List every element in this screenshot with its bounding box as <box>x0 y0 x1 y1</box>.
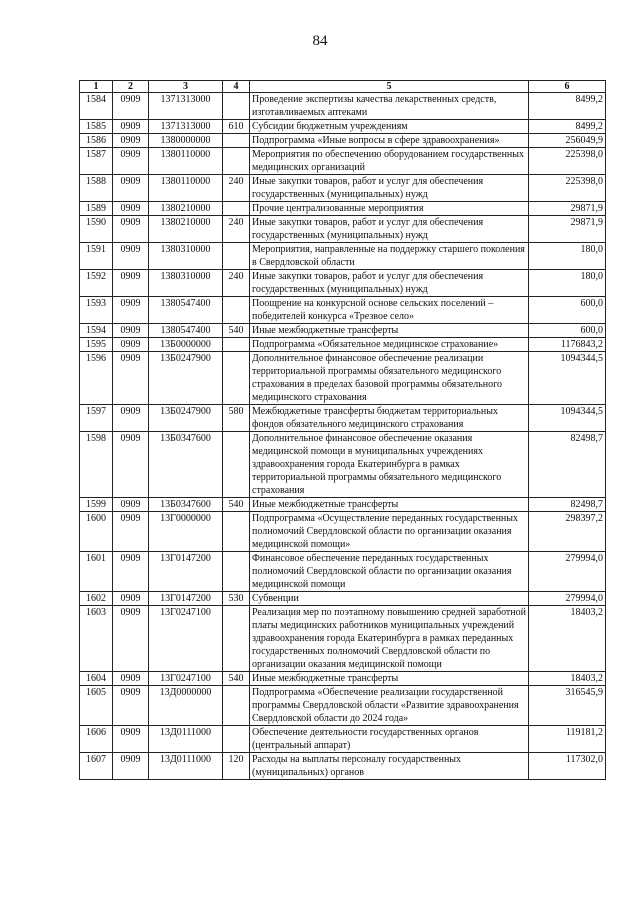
table-row <box>80 297 606 324</box>
table-row <box>80 93 606 120</box>
target-code: 13Б0347600 <box>149 432 223 498</box>
item-name: Реализация мер по поэтапному повышению средней заработной платы медицинских работников муниципальных учреждений здравоохранения города Екатеринбурга в рамках переданных государственных полномочий Свердловской области по организации оказания медицинской помощи <box>250 606 529 672</box>
table-header <box>80 81 606 93</box>
row-number: 1592 <box>80 270 113 297</box>
table-row <box>80 498 606 512</box>
section-code: 0909 <box>113 686 149 726</box>
expense-type: 540 <box>223 324 250 338</box>
row-number: 1585 <box>80 120 113 134</box>
target-code: 1380210000 <box>149 216 223 243</box>
header-col-6: 6 <box>529 81 606 93</box>
amount: 600,0 <box>529 297 606 324</box>
row-number: 1603 <box>80 606 113 672</box>
item-name: Мероприятия по обеспечению оборудованием государственных медицинских организаций <box>250 148 529 175</box>
row-number: 1600 <box>80 512 113 552</box>
row-number: 1604 <box>80 672 113 686</box>
row-number: 1591 <box>80 243 113 270</box>
section-code: 0909 <box>113 672 149 686</box>
section-code: 0909 <box>113 338 149 352</box>
expense-type: 120 <box>223 753 250 780</box>
table-row <box>80 270 606 297</box>
table-row <box>80 512 606 552</box>
target-code: 1380310000 <box>149 243 223 270</box>
header-col-2: 2 <box>113 81 149 93</box>
target-code: 1380547400 <box>149 324 223 338</box>
item-name: Иные закупки товаров, работ и услуг для обеспечения государственных (муниципальных) нужд <box>250 175 529 202</box>
section-code: 0909 <box>113 134 149 148</box>
expense-type <box>223 552 250 592</box>
table-row <box>80 243 606 270</box>
expense-type: 540 <box>223 672 250 686</box>
section-code: 0909 <box>113 432 149 498</box>
target-code: 13Д0111000 <box>149 753 223 780</box>
expense-type: 240 <box>223 175 250 202</box>
table-row <box>80 175 606 202</box>
expense-type <box>223 512 250 552</box>
row-number: 1586 <box>80 134 113 148</box>
section-code: 0909 <box>113 324 149 338</box>
expense-type <box>223 352 250 405</box>
header-row <box>80 81 606 93</box>
expense-type <box>223 297 250 324</box>
amount: 18403,2 <box>529 672 606 686</box>
row-number: 1588 <box>80 175 113 202</box>
target-code: 1371313000 <box>149 93 223 120</box>
section-code: 0909 <box>113 352 149 405</box>
section-code: 0909 <box>113 120 149 134</box>
section-code: 0909 <box>113 405 149 432</box>
expense-type <box>223 134 250 148</box>
section-code: 0909 <box>113 552 149 592</box>
row-number: 1584 <box>80 93 113 120</box>
amount: 8499,2 <box>529 93 606 120</box>
target-code: 13Г0000000 <box>149 512 223 552</box>
section-code: 0909 <box>113 202 149 216</box>
amount: 180,0 <box>529 270 606 297</box>
item-name: Расходы на выплаты персоналу государственных (муниципальных) органов <box>250 753 529 780</box>
amount: 180,0 <box>529 243 606 270</box>
section-code: 0909 <box>113 216 149 243</box>
section-code: 0909 <box>113 93 149 120</box>
item-name: Иные межбюджетные трансферты <box>250 324 529 338</box>
amount: 1094344,5 <box>529 352 606 405</box>
row-number: 1607 <box>80 753 113 780</box>
section-code: 0909 <box>113 512 149 552</box>
amount: 279994,0 <box>529 592 606 606</box>
item-name: Субсидии бюджетным учреждениям <box>250 120 529 134</box>
amount: 316545,9 <box>529 686 606 726</box>
table-row <box>80 202 606 216</box>
budget-table <box>79 80 606 780</box>
section-code: 0909 <box>113 753 149 780</box>
amount: 600,0 <box>529 324 606 338</box>
expense-type <box>223 93 250 120</box>
table-row <box>80 672 606 686</box>
table-row <box>80 120 606 134</box>
table-row <box>80 405 606 432</box>
target-code: 13Б0000000 <box>149 338 223 352</box>
row-number: 1605 <box>80 686 113 726</box>
item-name: Межбюджетные трансферты бюджетам территориальных фондов обязательного медицинского страхования <box>250 405 529 432</box>
amount: 256049,9 <box>529 134 606 148</box>
expense-type <box>223 202 250 216</box>
amount: 8499,2 <box>529 120 606 134</box>
row-number: 1587 <box>80 148 113 175</box>
item-name: Иные межбюджетные трансферты <box>250 672 529 686</box>
target-code: 1380110000 <box>149 175 223 202</box>
table-row <box>80 324 606 338</box>
table-row <box>80 432 606 498</box>
target-code: 13Д0111000 <box>149 726 223 753</box>
header-col-3: 3 <box>149 81 223 93</box>
target-code: 1380547400 <box>149 297 223 324</box>
amount: 82498,7 <box>529 432 606 498</box>
target-code: 13Д0000000 <box>149 686 223 726</box>
expense-type <box>223 243 250 270</box>
item-name: Подпрограмма «Обеспечение реализации государственной программы Свердловской области «Развитие здравоохранения Свердловской области до 2024 года» <box>250 686 529 726</box>
row-number: 1602 <box>80 592 113 606</box>
row-number: 1594 <box>80 324 113 338</box>
amount: 1176843,2 <box>529 338 606 352</box>
row-number: 1601 <box>80 552 113 592</box>
table-row <box>80 753 606 780</box>
section-code: 0909 <box>113 148 149 175</box>
amount: 119181,2 <box>529 726 606 753</box>
target-code: 1371313000 <box>149 120 223 134</box>
row-number: 1598 <box>80 432 113 498</box>
amount: 279994,0 <box>529 552 606 592</box>
expense-type <box>223 686 250 726</box>
target-code: 13Б0247900 <box>149 405 223 432</box>
header-col-5: 5 <box>250 81 529 93</box>
section-code: 0909 <box>113 726 149 753</box>
table-row <box>80 686 606 726</box>
row-number: 1589 <box>80 202 113 216</box>
item-name: Мероприятия, направленные на поддержку старшего поколения в Свердловской области <box>250 243 529 270</box>
expense-type <box>223 606 250 672</box>
item-name: Обеспечение деятельности государственных органов (центральный аппарат) <box>250 726 529 753</box>
amount: 18403,2 <box>529 606 606 672</box>
header-col-4: 4 <box>223 81 250 93</box>
amount: 82498,7 <box>529 498 606 512</box>
row-number: 1596 <box>80 352 113 405</box>
target-code: 1380210000 <box>149 202 223 216</box>
item-name: Иные межбюджетные трансферты <box>250 498 529 512</box>
expense-type <box>223 726 250 753</box>
header-col-1: 1 <box>80 81 113 93</box>
section-code: 0909 <box>113 270 149 297</box>
table-row <box>80 352 606 405</box>
item-name: Прочие централизованные мероприятия <box>250 202 529 216</box>
expense-type: 240 <box>223 270 250 297</box>
table-row <box>80 216 606 243</box>
expense-type <box>223 432 250 498</box>
item-name: Иные закупки товаров, работ и услуг для обеспечения государственных (муниципальных) нужд <box>250 216 529 243</box>
table-row <box>80 592 606 606</box>
expense-type: 580 <box>223 405 250 432</box>
table-body <box>80 93 606 780</box>
target-code: 13Г0247100 <box>149 672 223 686</box>
target-code: 13Г0147200 <box>149 552 223 592</box>
item-name: Подпрограмма «Обязательное медицинское страхование» <box>250 338 529 352</box>
amount: 1094344,5 <box>529 405 606 432</box>
item-name: Поощрение на конкурсной основе сельских поселений – победителей конкурса «Трезвое село» <box>250 297 529 324</box>
target-code: 1380310000 <box>149 270 223 297</box>
row-number: 1593 <box>80 297 113 324</box>
table-row <box>80 338 606 352</box>
item-name: Финансовое обеспечение переданных государственных полномочий Свердловской области по организации оказания медицинской помощи <box>250 552 529 592</box>
page-number: 84 <box>312 33 328 49</box>
section-code: 0909 <box>113 243 149 270</box>
item-name: Иные закупки товаров, работ и услуг для обеспечения государственных (муниципальных) нужд <box>250 270 529 297</box>
target-code: 1380000000 <box>149 134 223 148</box>
expense-type <box>223 148 250 175</box>
amount: 225398,0 <box>529 148 606 175</box>
item-name: Субвенции <box>250 592 529 606</box>
section-code: 0909 <box>113 606 149 672</box>
row-number: 1590 <box>80 216 113 243</box>
row-number: 1606 <box>80 726 113 753</box>
expense-type: 240 <box>223 216 250 243</box>
row-number: 1599 <box>80 498 113 512</box>
target-code: 13Б0247900 <box>149 352 223 405</box>
item-name: Подпрограмма «Иные вопросы в сфере здравоохранения» <box>250 134 529 148</box>
amount: 29871,9 <box>529 202 606 216</box>
section-code: 0909 <box>113 297 149 324</box>
expense-type: 540 <box>223 498 250 512</box>
amount: 298397,2 <box>529 512 606 552</box>
row-number: 1595 <box>80 338 113 352</box>
item-name: Проведение экспертизы качества лекарственных средств, изготавливаемых аптеками <box>250 93 529 120</box>
section-code: 0909 <box>113 175 149 202</box>
target-code: 1380110000 <box>149 148 223 175</box>
item-name: Подпрограмма «Осуществление переданных государственных полномочий Свердловской области по организации оказания медицинской помощи» <box>250 512 529 552</box>
amount: 225398,0 <box>529 175 606 202</box>
section-code: 0909 <box>113 498 149 512</box>
amount: 29871,9 <box>529 216 606 243</box>
row-number: 1597 <box>80 405 113 432</box>
amount: 117302,0 <box>529 753 606 780</box>
table-row <box>80 606 606 672</box>
expense-type: 530 <box>223 592 250 606</box>
table-row <box>80 552 606 592</box>
table-row <box>80 134 606 148</box>
target-code: 13Г0247100 <box>149 606 223 672</box>
table-row <box>80 726 606 753</box>
item-name: Дополнительное финансовое обеспечение реализации территориальной программы обязательного медицинского страхования в пределах базовой программы обязательного медицинского страхования <box>250 352 529 405</box>
expense-type <box>223 338 250 352</box>
expense-type: 610 <box>223 120 250 134</box>
table-row <box>80 148 606 175</box>
target-code: 13Г0147200 <box>149 592 223 606</box>
section-code: 0909 <box>113 592 149 606</box>
item-name: Дополнительное финансовое обеспечение оказания медицинской помощи в муниципальных учреждениях здравоохранения города Екатеринбурга в рамках территориальной программы обязательного медицинского страхования <box>250 432 529 498</box>
target-code: 13Б0347600 <box>149 498 223 512</box>
